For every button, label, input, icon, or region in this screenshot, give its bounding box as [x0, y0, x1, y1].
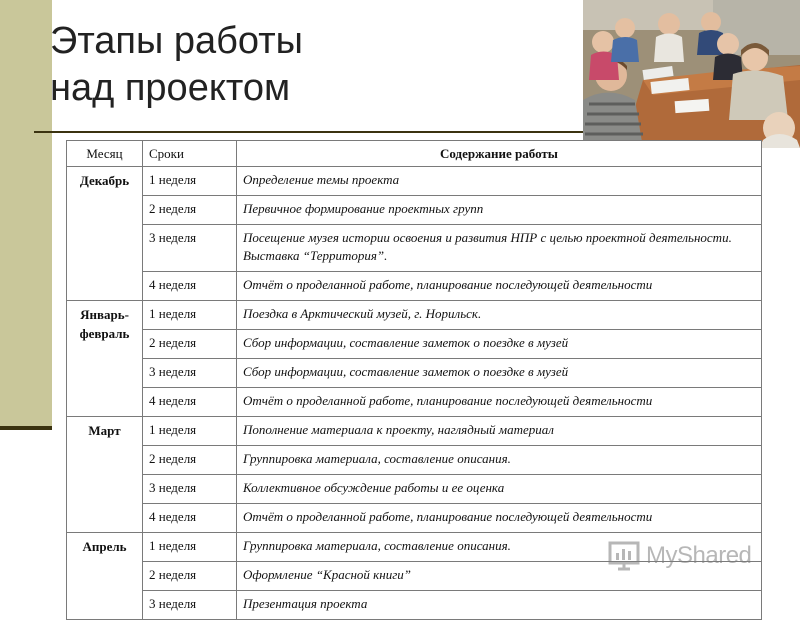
task-cell: Отчёт о проделанной работе, планирование последующей деятельности [237, 388, 762, 417]
task-cell: Группировка материала, составление описания. [237, 446, 762, 475]
table-row [67, 330, 762, 359]
table-row [67, 417, 762, 446]
week-cell: 2 неделя [143, 196, 237, 225]
task-cell: Отчёт о проделанной работе, планирование последующей деятельности [237, 504, 762, 533]
task-cell: Сбор информации, составление заметок о поездке в музей [237, 359, 762, 388]
table-row [67, 167, 762, 196]
title-underline [34, 131, 604, 133]
week-cell: 3 неделя [143, 591, 237, 620]
watermark-logo [608, 537, 768, 575]
week-cell: 3 неделя [143, 475, 237, 504]
table-row [67, 591, 762, 620]
table-row [67, 272, 762, 301]
week-cell: 4 неделя [143, 272, 237, 301]
table-row [67, 225, 762, 272]
classroom-photo [583, 0, 800, 148]
accent-bar [0, 0, 52, 428]
month-cell-january-february: Январь-февраль [67, 301, 143, 417]
table-row [67, 388, 762, 417]
task-cell: Посещение музея истории освоения и развития НПР с целью проектной деятельности. Выставка “Территория”. [237, 225, 762, 272]
column-header-term: Сроки [143, 141, 237, 167]
task-cell: Группировка материала, составление описания. [237, 533, 762, 562]
column-header-month: Месяц [67, 141, 143, 167]
slide-title-line-1: Этапы работы [50, 20, 303, 62]
week-cell: 3 неделя [143, 225, 237, 272]
task-cell: Оформление “Красной книги” [237, 562, 762, 591]
task-cell: Презентация проекта [237, 591, 762, 620]
presentation-board-icon [608, 541, 640, 571]
watermark-text: MyShared [646, 542, 752, 569]
slide-title-line-2: над проектом [50, 67, 291, 109]
week-cell: 2 неделя [143, 330, 237, 359]
task-cell: Определение темы проекта [237, 167, 762, 196]
table-row [67, 196, 762, 225]
task-cell: Отчёт о проделанной работе, планирование последующей деятельности [237, 272, 762, 301]
task-cell: Поездка в Арктический музей, г. Норильск. [237, 301, 762, 330]
week-cell: 2 неделя [143, 446, 237, 475]
month-cell-april: Апрель [67, 533, 143, 620]
week-cell: 1 неделя [143, 301, 237, 330]
week-cell: 1 неделя [143, 533, 237, 562]
week-cell: 1 неделя [143, 417, 237, 446]
week-cell: 2 неделя [143, 562, 237, 591]
table-row [67, 475, 762, 504]
table-row [67, 359, 762, 388]
week-cell: 3 неделя [143, 359, 237, 388]
slide-title [50, 18, 303, 112]
classroom-photo-image [583, 0, 800, 148]
month-cell-march: Март [67, 417, 143, 533]
task-cell: Коллективное обсуждение работы и ее оценка [237, 475, 762, 504]
task-cell: Пополнение материала к проекту, наглядный материал [237, 417, 762, 446]
week-cell: 1 неделя [143, 167, 237, 196]
month-cell-december: Декабрь [67, 167, 143, 301]
accent-bar-edge [0, 426, 52, 430]
column-header-content: Содержание работы [237, 141, 762, 167]
task-cell: Сбор информации, составление заметок о поездке в музей [237, 330, 762, 359]
week-cell: 4 неделя [143, 504, 237, 533]
table-row [67, 301, 762, 330]
table-row [67, 446, 762, 475]
table-row [67, 504, 762, 533]
week-cell: 4 неделя [143, 388, 237, 417]
task-cell: Первичное формирование проектных групп [237, 196, 762, 225]
table-header-row [67, 141, 762, 167]
